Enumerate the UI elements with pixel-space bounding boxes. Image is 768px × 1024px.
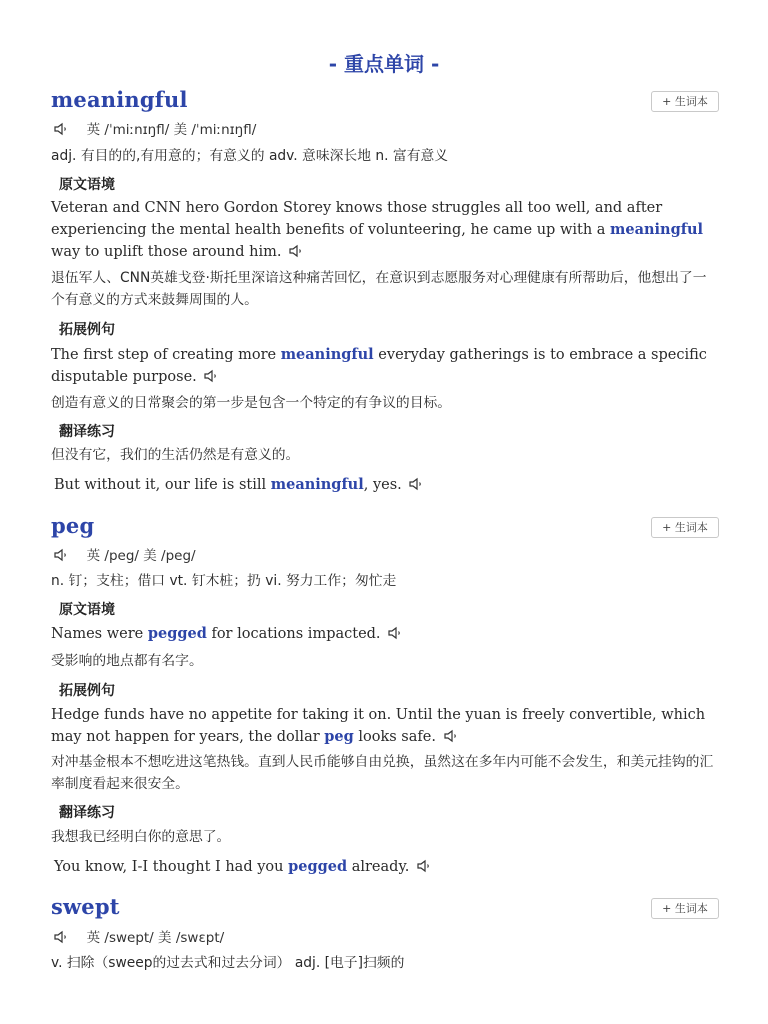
us-phonetic: /swɛpt/ [175,930,225,946]
context-sentence-cn: 退伍军人、CNN英雄戈登·斯托里深谙这种痛苦回忆，在意识到志愿服务对心理健康有所帮助后，他想出了一个有意义的方式来鼓舞周围的人。 [51,270,707,308]
uk-label: 英 [86,122,101,138]
definition: v. 扫除（sweep的过去式和过去分词） adj. [电子]扫频的 [51,955,405,971]
speaker-icon[interactable] [54,548,69,562]
word-entry-header [51,894,719,924]
example-sentence-en: Hedge funds have no appetite for taking it on. Until the yuan is freely convertible, which may not happen for years, the dollar peg looks safe. [51,707,706,745]
word-entry-header [51,87,719,117]
us-label: 美 [173,122,188,138]
section-label-context: 原文语境 [59,177,115,193]
uk-label: 英 [86,548,101,564]
speaker-icon[interactable] [444,729,459,743]
us-label: 美 [143,548,157,564]
word-title: swept [51,894,120,919]
word-entry-header [51,513,719,543]
highlighted-word: meaningful [280,346,374,363]
speaker-icon[interactable] [204,369,219,383]
speaker-icon[interactable] [54,930,69,944]
phonetics-row [51,545,719,567]
add-to-vocab-button[interactable]: + 生词本 [651,517,719,538]
speaker-icon[interactable] [54,122,69,136]
speaker-icon[interactable] [388,626,403,640]
section-label-examples: 拓展例句 [59,683,115,699]
add-to-vocab-button[interactable]: + 生词本 [651,91,719,112]
context-sentence-cn: 受影响的地点都有名字。 [51,653,203,669]
example-sentence-cn: 创造有意义的日常聚会的第一步是包含一个特定的有争议的目标。 [51,395,452,411]
section-label-examples: 拓展例句 [59,322,115,338]
uk-label: 英 [86,930,101,946]
highlighted-word: pegged [147,625,207,642]
practice-sentence-en: You know, I-I thought I had you pegged already. [54,856,722,878]
word-title: meaningful [51,87,188,112]
example-sentence-en: The first step of creating more meaningful everyday gatherings is to embrace a specific disputable purpose. [51,346,707,385]
section-label-practice: 翻译练习 [59,805,115,821]
speaker-icon[interactable] [289,244,304,258]
context-sentence-en: Names were pegged for locations impacted. [51,623,719,645]
definition: n. 钉；支柱；借口 vt. 钉木桩；扔 vi. 努力工作；匆忙走 [51,573,397,589]
uk-phonetic: /peg/ [104,548,139,564]
phonetics-row [51,119,719,141]
speaker-icon[interactable] [417,859,432,873]
uk-phonetic: /swept/ [104,930,154,946]
uk-phonetic: /ˈmiːnɪŋfl/ [104,122,170,138]
practice-sentence-cn: 但没有它，我们的生活仍然是有意义的。 [51,447,300,463]
add-to-vocab-button[interactable]: + 生词本 [651,898,719,919]
highlighted-word: peg [324,728,354,745]
example-sentence-cn: 对冲基金根本不想吃进这笔热钱。直到人民币能够自由兑换，虽然这在多年内可能不会发生，和美元挂钩的汇率制度看起来很安全。 [51,754,714,792]
word-title: peg [51,513,95,538]
highlighted-word: meaningful [270,476,364,493]
practice-sentence-cn: 我想我已经明白你的意思了。 [51,829,231,845]
us-phonetic: /peg/ [161,548,196,564]
speaker-icon[interactable] [409,477,424,491]
highlighted-word: meaningful [610,221,704,238]
section-label-practice: 翻译练习 [59,424,115,440]
phonetics-row [51,927,719,949]
section-label-context: 原文语境 [59,602,115,618]
page-title: - 重点单词 - [328,52,440,76]
us-label: 美 [158,930,172,946]
us-phonetic: /ˈmiːnɪŋfl/ [191,122,257,138]
context-sentence-en: Veteran and CNN hero Gordon Storey knows those struggles all too well, and after experiencing the mental health benefits of volunteering, he came up with a meaningful way to uplift those around him. [51,200,704,260]
practice-sentence-en: But without it, our life is still meaningful, yes. [54,474,722,496]
definition: adj. 有目的的,有用意的；有意义的 adv. 意味深长地 n. 富有意义 [51,148,449,164]
highlighted-word: pegged [288,858,348,875]
